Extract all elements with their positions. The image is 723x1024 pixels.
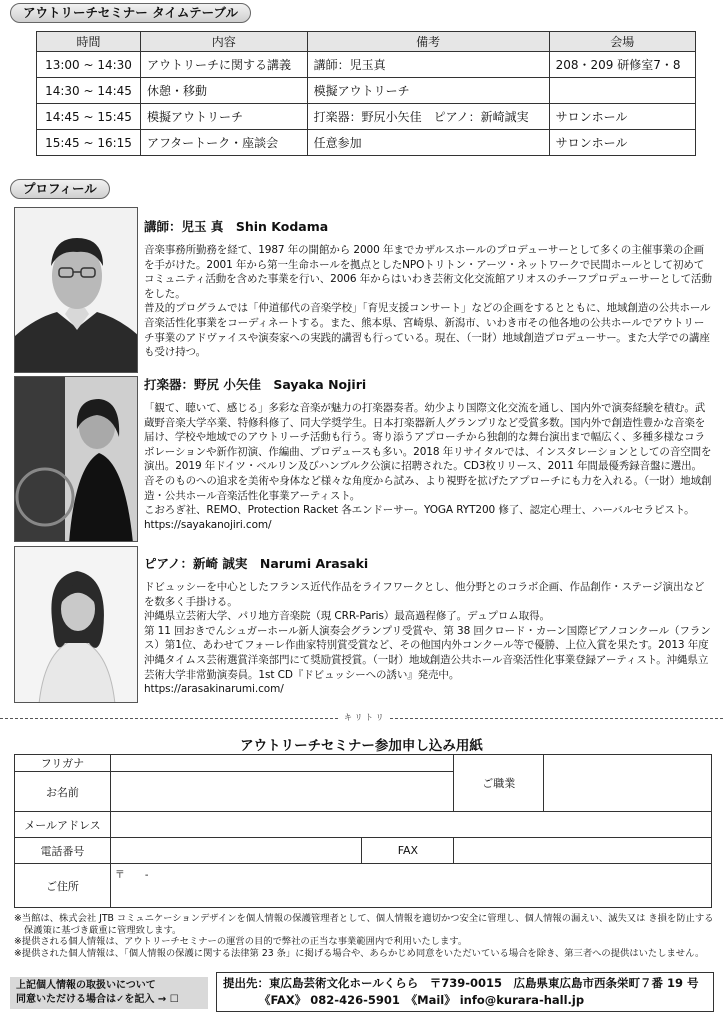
- profile-kodama: [144, 218, 712, 360]
- table-row: [37, 78, 696, 104]
- submit-contact: 《FAX》 082-426-5901 《Mail》 info@kurara-hall.jp: [259, 993, 585, 1007]
- table-row: [37, 130, 696, 156]
- header-venue: 会場: [549, 32, 695, 52]
- phone-label: 電話番号: [15, 838, 111, 864]
- cell-notes: 任意参加: [307, 130, 549, 156]
- consent-checkbox-line[interactable]: 同意いただける場合は✓を記入 → ☐: [16, 994, 179, 1005]
- submission-info: [216, 972, 714, 1012]
- portrait-arasaki: [14, 546, 138, 703]
- profile-name: 打楽器：野尻 小矢佳 Sayaka Nojiri: [144, 377, 367, 392]
- email-label: メールアドレス: [15, 812, 111, 838]
- cell-notes: 講師：児玉真: [307, 52, 549, 78]
- cell-notes: 模擬アウトリーチ: [307, 78, 549, 104]
- cell-time: 14:45 ~ 15:45: [37, 104, 141, 130]
- profile-body: 音楽事務所勤務を経て、1987 年の開館から 2000 年までカザルスホールのプロデューサーとして多くの主催事業の企画を手がけた。2001 年から第一生命ホールを拠点としたNPOトリトン・アーツ・ネットワークで民間ホールとして初めてコミュニティ活動を含めた事業を行い、2006 年からはいわき芸術文化交流館アリオスのチーフプロデューサーとして活動をした。 普及的プログラムでは「仲道郁代の音楽学校」「育児支援コンサート」などの企画をするとともに、地域創造の公共ホール音楽活性化事業をコーディネートする。また、熊本県、宮崎県、新潟市、いわき市その他各地の公共ホールでアウトリーチ事業のアドヴァイスや演奏家への実践的講習も行っている。現在、（一財）地域創造プロデューサー。また大学での講座も受け持つ。: [144, 244, 712, 359]
- note-text: ※提供された個人情報は、「個人情報の保護に関する法律第 23 条」に掲げる場合や、あらかじめ同意をいただいている場合を除き、第三者への提供はいたしません。: [14, 948, 705, 960]
- header-content: 内容: [141, 32, 308, 52]
- note-text: ※提供される個人情報は、アウトリーチセミナーの運営の目的で弊社の正当な事業範囲内で利用いたします。: [14, 936, 468, 948]
- portrait-nojiri: [14, 376, 138, 542]
- phone-field[interactable]: [110, 838, 362, 864]
- cell-time: 13:00 ~ 14:30: [37, 52, 141, 78]
- name-label: お名前: [15, 772, 111, 812]
- cell-venue: サロンホール: [549, 130, 695, 156]
- cell-notes: 打楽器：野尻小矢佳 ピアノ：新崎誠実: [307, 104, 549, 130]
- cell-time: 15:45 ~ 16:15: [37, 130, 141, 156]
- name-field[interactable]: [110, 772, 453, 812]
- address-field[interactable]: 〒 -: [110, 864, 711, 908]
- timetable-heading: アウトリーチセミナー タイムテーブル: [10, 3, 251, 23]
- consent-line: 上記個人情報の取扱いについて: [16, 980, 156, 991]
- cell-venue: 208・209 研修室7・8: [549, 52, 695, 78]
- submit-address: 提出先：東広島芸術文化ホールくらら 〒739-0015 広島県東広島市西条栄町７番 19 号: [223, 976, 699, 990]
- profile-nojiri: [144, 376, 712, 532]
- cell-venue: サロンホール: [549, 104, 695, 130]
- timetable-header-row: [37, 32, 696, 52]
- cell-content: 休憩・移動: [141, 78, 308, 104]
- cell-content: 模擬アウトリーチ: [141, 104, 308, 130]
- profile-body: ドビュッシーを中心としたフランス近代作品をライフワークとし、他分野とのコラボ企画、作品創作・ステージ演出などを数多く手掛ける。 沖縄県立芸術大学、パリ地方音楽院（現 CRR-Paris）最高過程修了。デュプロム取得。 第 11 回おきでんシュガーホール新人演奏会グランプリ受賞や、第 38 回クロード・カーン国際ピアノコンクール（フランス）第1位、あわせてフォーレ作曲家特別賞受賞など、その他国内外コンクール等で優勝、上位入賞を果たす。2013 年度沖縄タイムス芸術選賞洋楽部門にて奨励賞授賞。（一財）地域創造公共ホール音楽活性化事業登録アーティスト。沖縄県立芸術大学非常勤演奏員。1st CD『ドビュッシーへの誘い』発売中。 https://arasakinarumi.com/: [144, 581, 711, 696]
- profile-heading: プロフィール: [10, 179, 110, 199]
- consent-box[interactable]: [10, 977, 208, 1009]
- address-label: ご住所: [15, 864, 111, 908]
- email-field[interactable]: [110, 812, 711, 838]
- cut-label: キ リ ト リ: [338, 712, 390, 723]
- cell-content: アフタートーク・座談会: [141, 130, 308, 156]
- header-notes: 備考: [307, 32, 549, 52]
- privacy-notes: [14, 913, 714, 960]
- profile-name: ピアノ：新崎 誠実 Narumi Arasaki: [144, 556, 369, 571]
- cell-venue: [549, 78, 695, 104]
- fax-field[interactable]: [454, 838, 712, 864]
- note-text: ※当館は、株式会社 JTB コミュニケーションデザインを個人情報の保護管理者として、個人情報を適切かつ安全に管理し、個人情報の漏えい、滅失又は き損を防止する保護策に基づき厳重に管理致します。: [14, 913, 714, 936]
- profile-body: 「観て、聴いて、感じる」多彩な音楽が魅力の打楽器奏者。幼少より国際文化交流を通し、国内外で演奏経験を積む。武蔵野音楽大学卒業、特修科修了、同大学奨学生。日本打楽器新人グランプリなど受賞多数。国内外で創造性豊かな音楽を届け、学校や地域でのアウトリーチ活動も行う。寄り添うアプローチから独創的な舞台演出まで幅広く、多種多様なコラボレーションや新作初演、作編曲、プロデュースも多い。2018 年リサイタルでは、インスタレーションとしての音空間を演出。2019 年ドイツ・ベルリン及びハンブルク公演に招聘された。CD3枚リリース、2011 年間最優秀録音盤に選出。音そのものへの追求を美術や身体など様々な角度から試み、より視野を拡げたアプローチにも力を入れる。（一財）地域創造・公共ホール音楽活性化事業アーティスト。 こおろぎ社、REMO、Protection Racket 各エンドーサー。YOGA RYT200 修了、認定心理士、ハーバルセラピスト。 https://sayakanojiri.com/: [144, 402, 712, 531]
- furigana-label: フリガナ: [15, 755, 111, 772]
- header-time: 時間: [37, 32, 141, 52]
- cell-content: アウトリーチに関する講義: [141, 52, 308, 78]
- profile-name: 講師：児玉 真 Shin Kodama: [144, 219, 329, 234]
- cell-time: 14:30 ~ 14:45: [37, 78, 141, 104]
- form-title: アウトリーチセミナー参加申し込み用紙: [240, 738, 483, 754]
- timetable: [36, 31, 696, 156]
- table-row: [37, 104, 696, 130]
- application-form: [14, 754, 712, 908]
- fax-label: FAX: [362, 838, 454, 864]
- furigana-field[interactable]: [110, 755, 453, 772]
- portrait-kodama: [14, 207, 138, 373]
- occupation-label: ご職業: [454, 755, 544, 812]
- profile-arasaki: [144, 555, 712, 697]
- table-row: [37, 52, 696, 78]
- occupation-field[interactable]: [544, 755, 712, 812]
